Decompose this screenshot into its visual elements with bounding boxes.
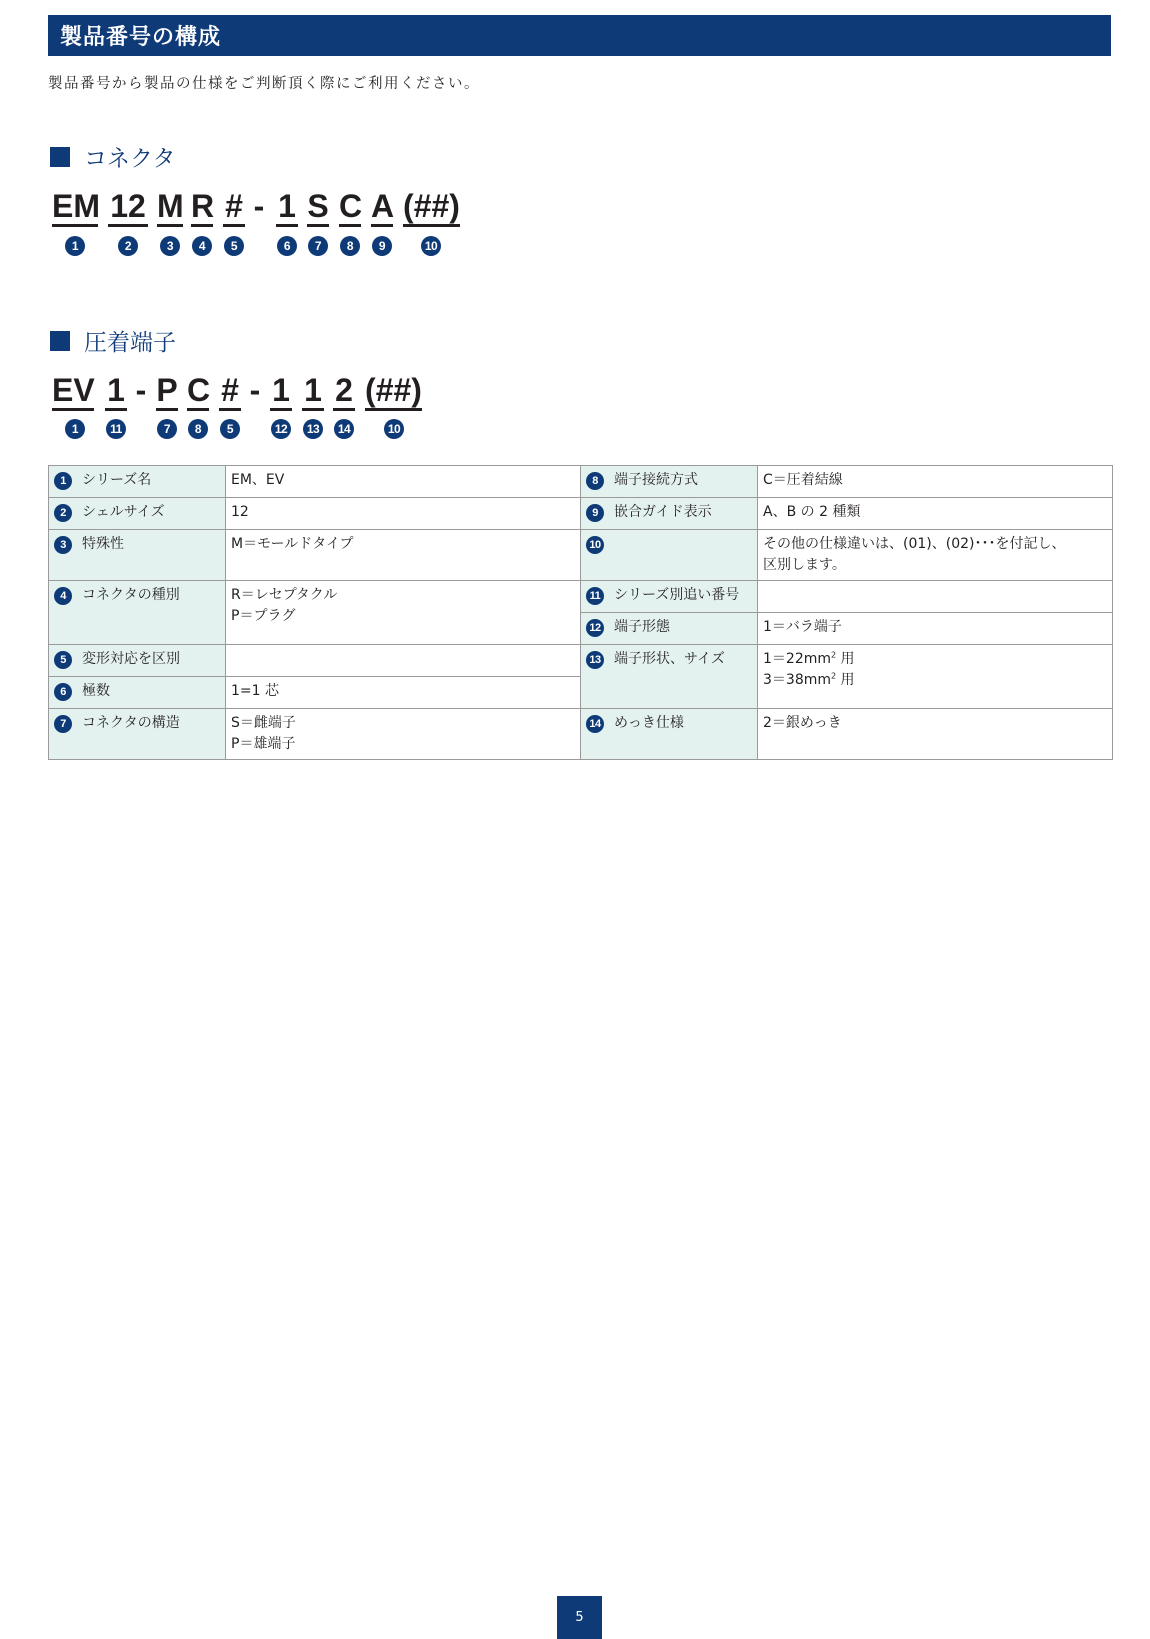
code-segment-guide: A (371, 188, 393, 227)
terminal-section-title (50, 324, 176, 357)
table-row (49, 498, 1113, 530)
number-badge: 7 (54, 715, 72, 733)
code-segment-shell-size: 12 (108, 188, 148, 227)
terminal-title-text: 圧着端子 (84, 330, 176, 356)
number-badge: 2 (118, 236, 138, 256)
number-badge: 1 (54, 472, 72, 490)
value-cell (758, 709, 1113, 760)
label-cell (581, 466, 758, 498)
section-header-title: 製品番号の構成 (60, 25, 222, 50)
square-bullet-icon (50, 331, 70, 351)
code-segment-structure: P (156, 372, 178, 411)
value-text: C＝圧着結線 (763, 472, 843, 488)
spec-table (48, 465, 1113, 760)
code-segment-series: EV (52, 372, 94, 411)
code-segment-poles: 1 (276, 188, 298, 227)
unit-tail: 用 (840, 651, 855, 667)
label-cell (581, 613, 758, 645)
number-badge: 5 (220, 419, 240, 439)
number-badge: 10 (586, 536, 604, 554)
value-text: 2＝銀めっき (763, 715, 842, 731)
label-text: シェルサイズ (82, 504, 165, 520)
value-cell (758, 498, 1113, 530)
label-cell (581, 709, 758, 760)
number-badge: 8 (340, 236, 360, 256)
value-text: 1＝22mm (763, 651, 831, 667)
unit-superscript: 2 (831, 671, 837, 681)
number-badge: 11 (106, 419, 126, 439)
number-badge: 12 (586, 619, 604, 637)
number-badge: 7 (157, 419, 177, 439)
connector-section-title (50, 140, 176, 173)
number-badge: 12 (271, 419, 291, 439)
code-segment-variant: # (219, 372, 241, 411)
number-badge: 10 (384, 419, 404, 439)
number-badge: 6 (54, 683, 72, 701)
label-text: 変形対応を区別 (82, 651, 180, 667)
number-badge: 14 (334, 419, 354, 439)
label-cell (49, 466, 226, 498)
code-segment-connection: C (187, 372, 209, 411)
label-text: コネクタの種別 (82, 587, 180, 603)
value-cell (758, 581, 1113, 613)
number-badge: 11 (586, 587, 604, 605)
label-text: 端子形状、サイズ (614, 651, 725, 667)
label-text: シリーズ名 (82, 472, 152, 488)
value-text: 1＝バラ端子 (763, 619, 842, 635)
number-badge: 3 (160, 236, 180, 256)
value-text: M＝モールドタイプ (231, 536, 354, 552)
label-cell (581, 530, 758, 581)
label-cell (581, 645, 758, 709)
number-badge: 1 (65, 236, 85, 256)
number-badge: 9 (586, 504, 604, 522)
label-cell (49, 645, 226, 677)
value-cell (758, 530, 1113, 581)
value-text: 区別します。 (763, 557, 846, 573)
section-header (48, 15, 1111, 56)
connector-title-text: コネクタ (84, 146, 176, 172)
label-cell (581, 498, 758, 530)
value-cell (226, 498, 581, 530)
value-cell (758, 466, 1113, 498)
number-badge: 1 (65, 419, 85, 439)
code-dash: - (253, 188, 265, 224)
value-text: EM、EV (231, 472, 285, 488)
label-cell (49, 677, 226, 709)
value-text: A、B の 2 種類 (763, 504, 861, 520)
number-badge: 7 (308, 236, 328, 256)
label-text: シリーズ別追い番号 (614, 587, 740, 603)
label-cell (49, 530, 226, 581)
label-text: 嵌合ガイド表示 (614, 504, 712, 520)
unit-tail: 用 (840, 672, 855, 688)
number-badge: 5 (224, 236, 244, 256)
code-segment-connection: C (339, 188, 361, 227)
unit-superscript: 2 (831, 650, 837, 660)
code-segment-size: 1 (302, 372, 324, 411)
value-text: 1=1 芯 (231, 683, 279, 699)
label-cell (581, 581, 758, 613)
label-text: 特殊性 (82, 536, 124, 552)
number-badge: 6 (277, 236, 297, 256)
value-cell (226, 466, 581, 498)
value-cell (758, 645, 1113, 709)
code-segment-option: (##) (365, 372, 422, 411)
value-cell (226, 677, 581, 709)
value-text: P＝雄端子 (231, 736, 296, 752)
square-bullet-icon (50, 147, 70, 167)
code-segment-variant: # (223, 188, 245, 227)
label-text: 端子接続方式 (614, 472, 698, 488)
value-cell (226, 581, 581, 645)
code-segment-serial: 1 (105, 372, 127, 411)
number-badge: 14 (586, 715, 604, 733)
code-dash: - (249, 372, 261, 408)
number-badge: 8 (586, 472, 604, 490)
page-number (557, 1596, 602, 1639)
value-text: R＝レセプタクル (231, 587, 338, 603)
size-38 (763, 670, 1107, 691)
value-text: P＝プラグ (231, 608, 296, 624)
table-row (49, 581, 1113, 613)
code-segment-plating: 2 (333, 372, 355, 411)
number-badge: 4 (54, 587, 72, 605)
page-number-text: 5 (575, 1610, 584, 1625)
number-badge: 8 (188, 419, 208, 439)
number-badge: 2 (54, 504, 72, 522)
label-text: めっき仕様 (614, 715, 684, 731)
size-22 (763, 649, 1107, 670)
code-segment-form: 1 (270, 372, 292, 411)
code-segment-option: (##) (403, 188, 460, 227)
number-badge: 4 (192, 236, 212, 256)
number-badge: 3 (54, 536, 72, 554)
label-text: 端子形態 (614, 619, 670, 635)
value-text: 3＝38mm (763, 672, 831, 688)
value-text: S＝雌端子 (231, 715, 296, 731)
number-badge: 9 (372, 236, 392, 256)
value-text: 12 (231, 504, 249, 520)
value-text: その他の仕様違いは、(01)、(02)･･･を付記し、 (763, 536, 1066, 552)
number-badge: 10 (421, 236, 441, 256)
code-segment-structure: S (307, 188, 329, 227)
label-text: 極数 (82, 683, 110, 699)
value-cell (226, 709, 581, 760)
table-row (49, 530, 1113, 581)
intro-text: 製品番号から製品の仕様をご判断頂く際にご利用ください。 (48, 76, 480, 92)
number-badge: 13 (586, 651, 604, 669)
label-cell (49, 709, 226, 760)
code-dash: - (135, 372, 147, 408)
label-text: コネクタの構造 (82, 715, 180, 731)
label-cell (49, 581, 226, 645)
code-segment-special: M (157, 188, 183, 227)
table-row (49, 466, 1113, 498)
value-cell (758, 613, 1113, 645)
number-badge: 13 (303, 419, 323, 439)
number-badge: 5 (54, 651, 72, 669)
code-segment-type: R (191, 188, 213, 227)
table-row (49, 645, 1113, 677)
label-cell (49, 498, 226, 530)
value-cell (226, 645, 581, 677)
value-cell (226, 530, 581, 581)
code-segment-series: EM (52, 188, 98, 227)
table-row (49, 709, 1113, 760)
